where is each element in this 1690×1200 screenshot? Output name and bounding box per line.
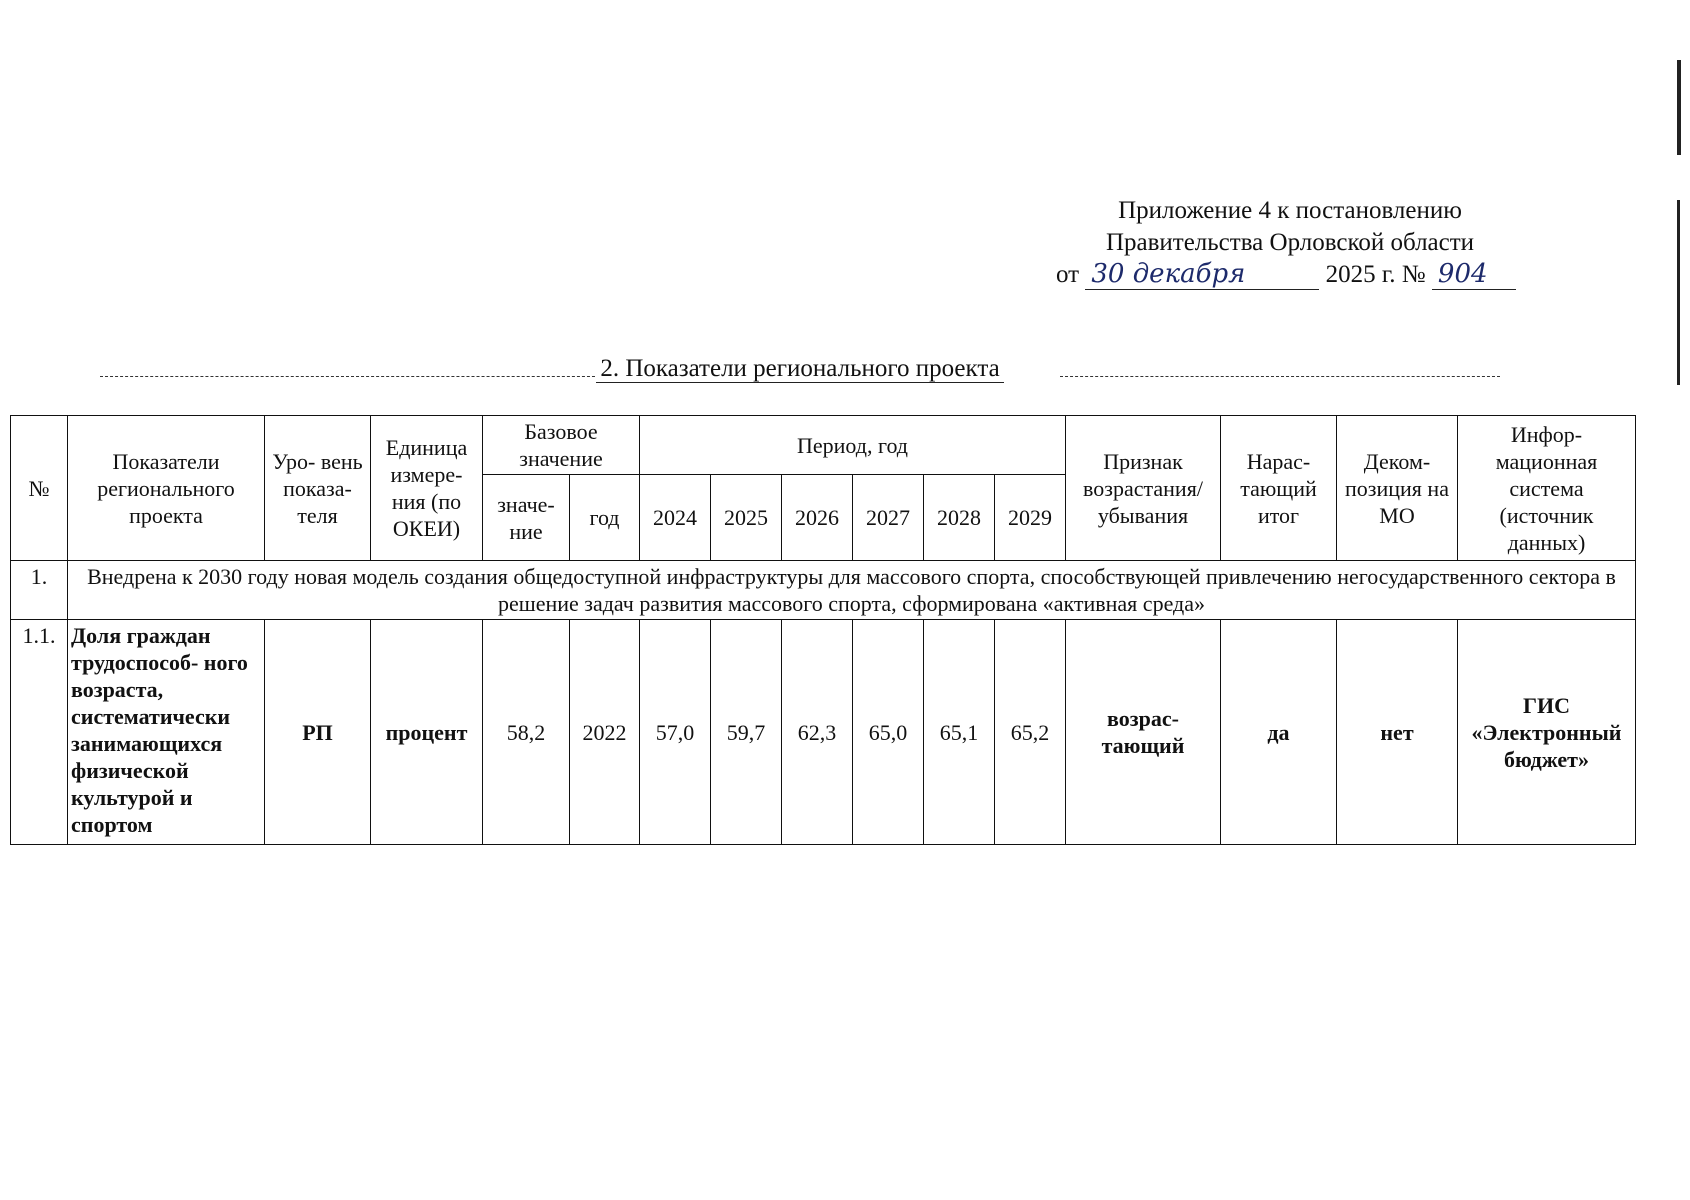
dashed-rule-right: [1060, 376, 1500, 377]
indicators-table: [10, 415, 1636, 845]
row-level: РП: [265, 620, 371, 845]
col-num-header: №: [11, 416, 68, 561]
goal-text: Внедрена к 2030 году новая модель создания общедоступной инфраструктуры для массового спорта, способствующей привлечению негосударственного сектора в решение задач развития массового спорта, сформирована «активная среда»: [68, 561, 1636, 620]
appendix-line-2: Правительства Орловской области: [1105, 229, 1475, 256]
col-unit-header: Единица измере- ния (по ОКЕИ): [371, 416, 483, 561]
appendix-line-3: [1040, 259, 1540, 291]
col-info-system-header: Инфор- мационная система (источник данных): [1458, 416, 1636, 561]
col-year-header: 2025: [711, 475, 782, 561]
row-year-value: 62,3: [782, 620, 853, 845]
handwritten-date: 30 декабря: [1085, 259, 1319, 290]
col-decomposition-header: Деком- позиция на МО: [1337, 416, 1458, 561]
appendix-header: [1040, 195, 1540, 291]
row-year-value: 59,7: [711, 620, 782, 845]
col-base-value-header: значе- ние: [483, 475, 570, 561]
row-decomposition: нет: [1337, 620, 1458, 845]
col-year-header: 2027: [853, 475, 924, 561]
row-unit: процент: [371, 620, 483, 845]
col-cumulative-header: Нарас- тающий итог: [1221, 416, 1337, 561]
col-year-header: 2029: [995, 475, 1066, 561]
section-title: [100, 355, 1500, 383]
row-base-value: 58,2: [483, 620, 570, 845]
row-info-system: ГИС «Электронный бюджет»: [1458, 620, 1636, 845]
col-period-header: Период, год: [640, 416, 1066, 475]
col-year-header: 2026: [782, 475, 853, 561]
row-year-value: 65,1: [924, 620, 995, 845]
appendix-line-1: Приложение 4 к постановлению: [1118, 197, 1462, 224]
col-trend-header: Признак возрастания/ убывания: [1066, 416, 1221, 561]
table-row: [11, 620, 1636, 845]
row-year-value: 57,0: [640, 620, 711, 845]
section-title-text: 2. Показатели регионального проекта: [596, 355, 1003, 383]
row-base-year: 2022: [570, 620, 640, 845]
scan-edge-mark-top: [1677, 60, 1681, 155]
col-year-header: 2028: [924, 475, 995, 561]
from-label: от: [1056, 261, 1080, 288]
dashed-rule-left: [100, 376, 600, 377]
handwritten-number: 904: [1432, 259, 1516, 290]
row-num: 1.1.: [11, 620, 68, 845]
col-base-header: Базовое значение: [483, 416, 640, 475]
goal-row: [11, 561, 1636, 620]
scan-edge-mark-bottom: [1677, 200, 1680, 385]
col-year-header: 2024: [640, 475, 711, 561]
goal-num: 1.: [11, 561, 68, 620]
header-row-1: [11, 416, 1636, 475]
row-year-value: 65,0: [853, 620, 924, 845]
col-base-year-header: год: [570, 475, 640, 561]
row-trend: возрас- тающий: [1066, 620, 1221, 845]
row-year-value: 65,2: [995, 620, 1066, 845]
col-level-header: Уро- вень показа- теля: [265, 416, 371, 561]
col-indicator-header: Показатели регионального проекта: [68, 416, 265, 561]
row-cumulative: да: [1221, 620, 1337, 845]
row-indicator: Доля граждан трудоспособ- ного возраста, систематически занимающихся физической культурой и спортом: [68, 620, 265, 845]
year-label: 2025 г. №: [1325, 261, 1426, 288]
